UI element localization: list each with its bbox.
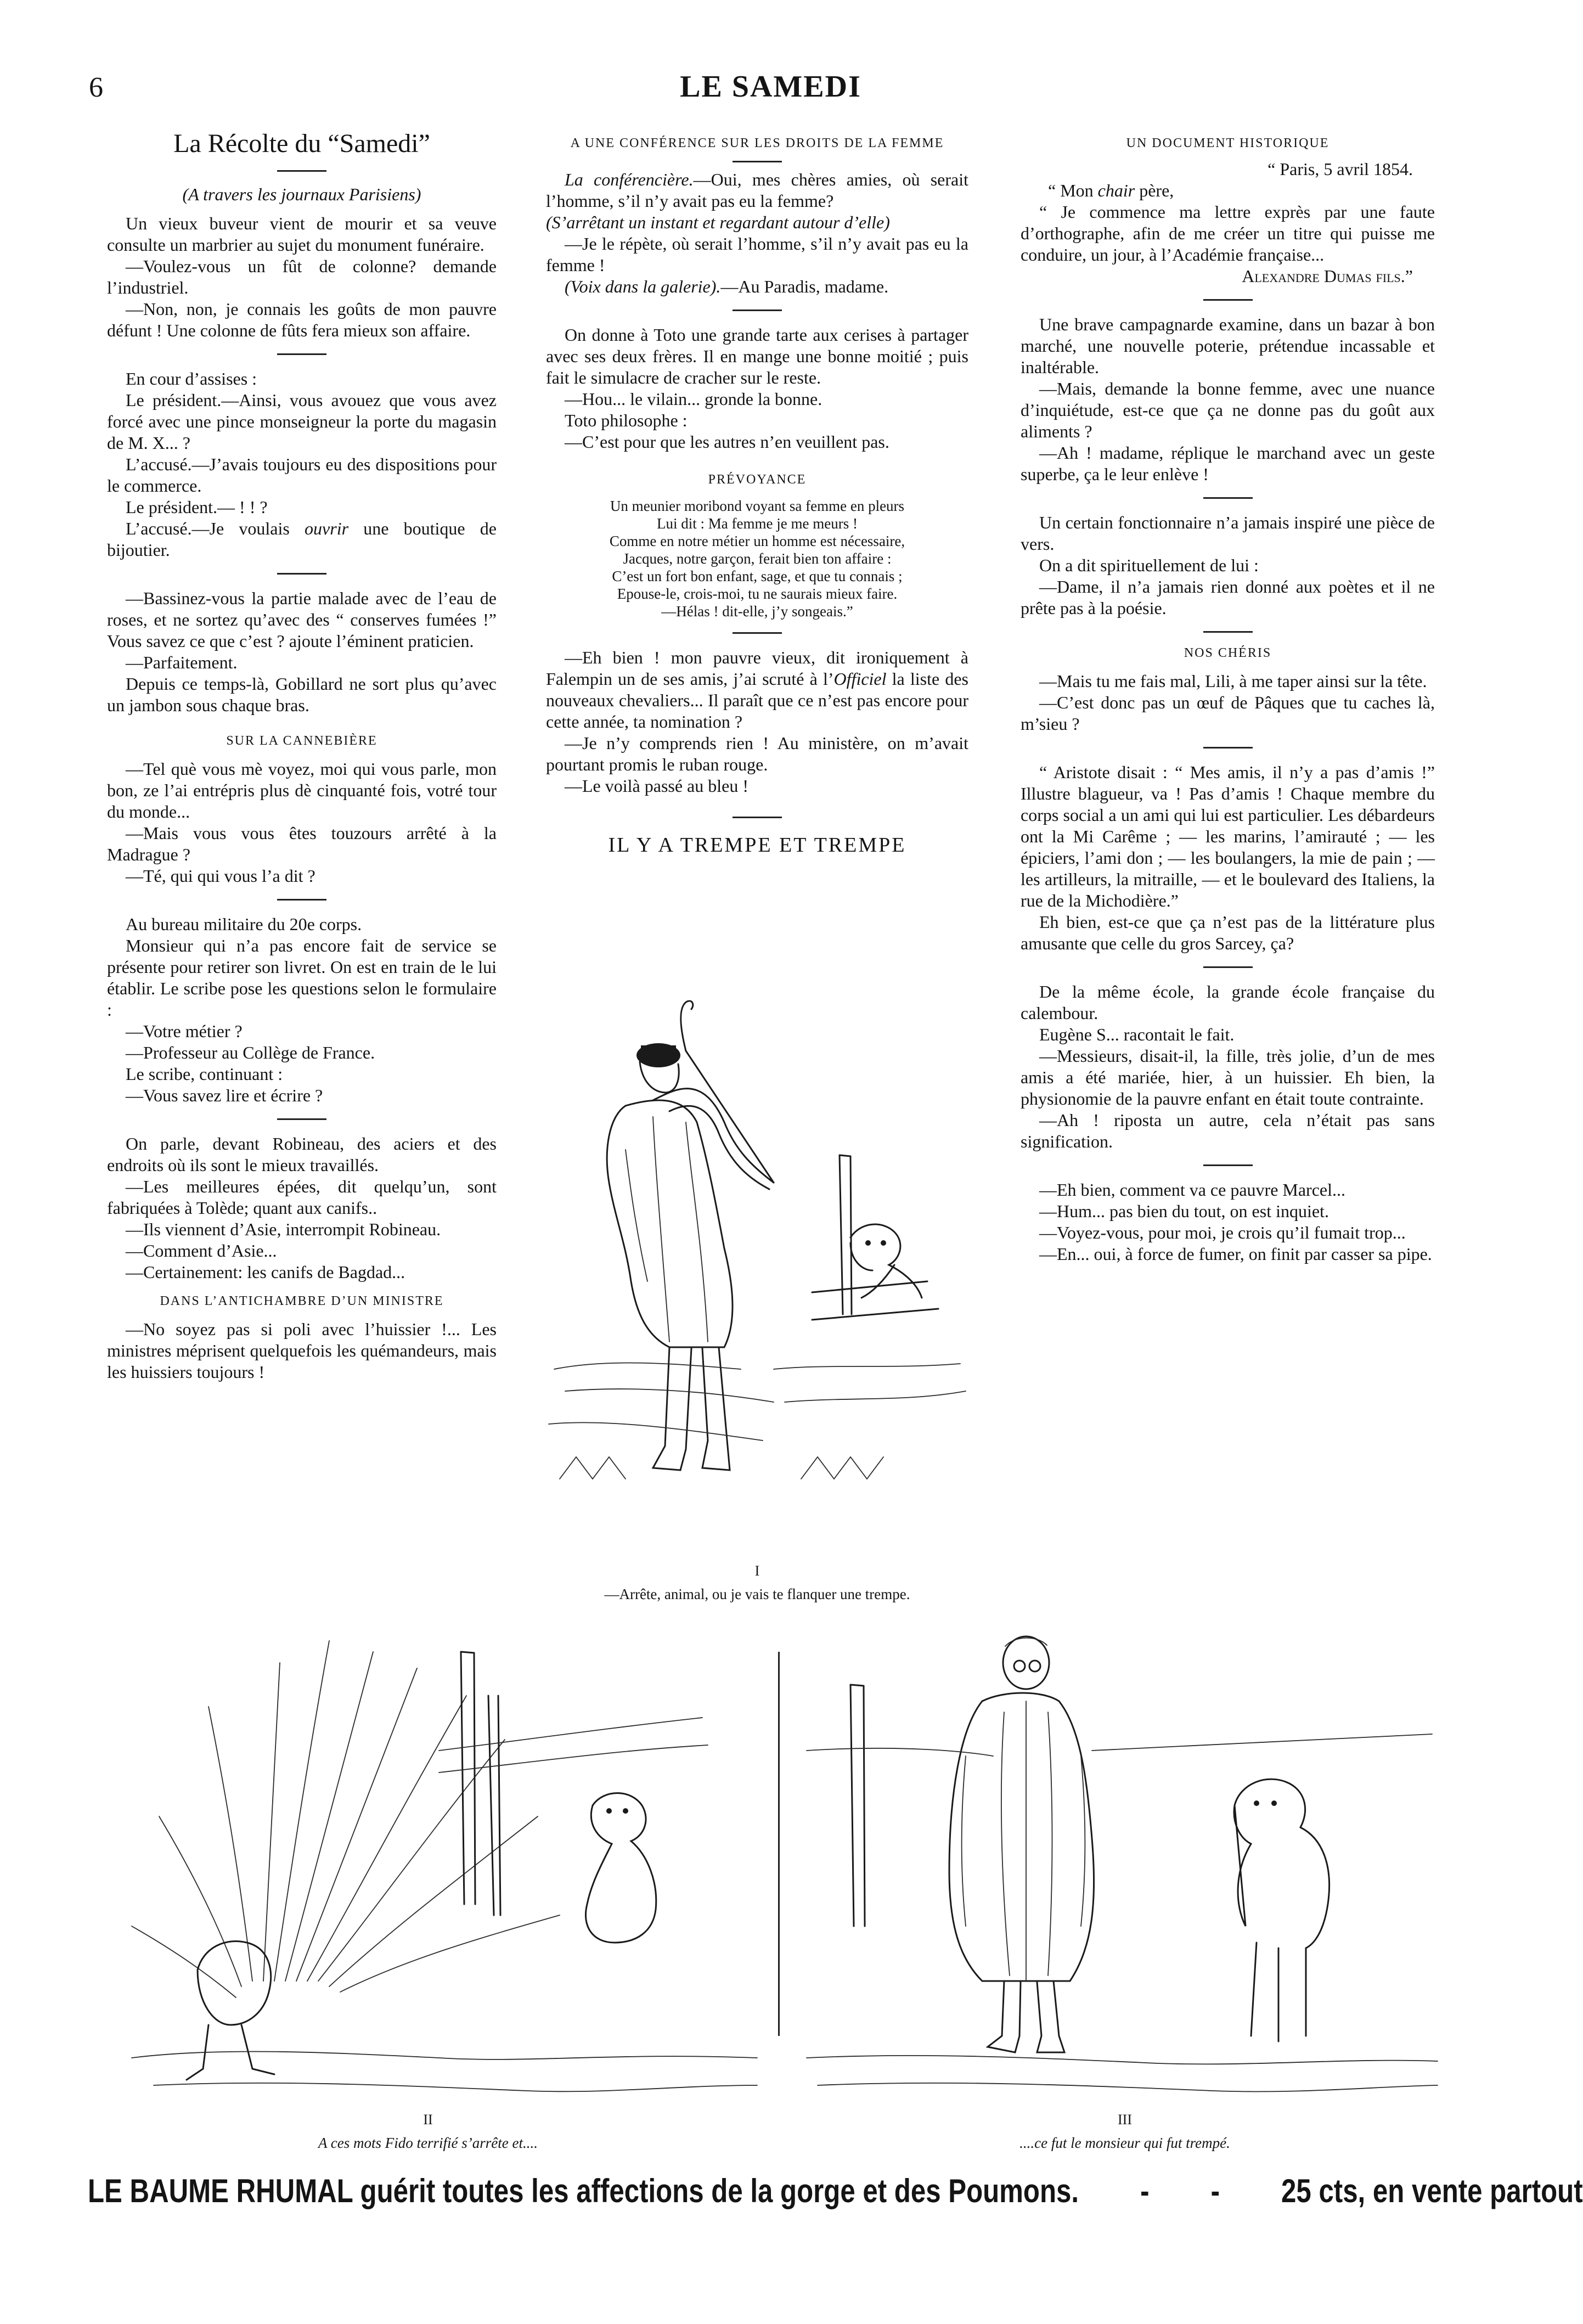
paragraph: —En... oui, à force de fumer, on finit par casser sa pipe.	[1039, 1244, 1432, 1264]
divider	[733, 161, 782, 162]
paragraph: Eugène S... racontait le fait.	[1039, 1025, 1235, 1044]
text-run: “ Mon	[1048, 181, 1098, 200]
paragraph: On donne à Toto une grande tarte aux cerises à partager avec ses deux frères. Il en mange une bonne moitié ; puis fait le simulacre de cracher sur le reste.	[546, 325, 968, 387]
section-subtitle: (A travers les journaux Parisiens)	[182, 184, 421, 204]
paragraph: On a dit spirituellement de lui :	[1039, 555, 1259, 575]
text-run-italic: ouvrir	[305, 519, 349, 538]
paragraph: Toto philosophe :	[565, 410, 688, 430]
paragraph: —Le voilà passé au bleu !	[565, 776, 748, 796]
illustration-splash	[110, 1619, 779, 2107]
illustration-headline: IL Y A TREMPE ET TREMPE	[608, 834, 906, 857]
paragraph: —Les meilleures épées, dit quelqu’un, sont fabriquées à Tolède; quant aux canifs..	[107, 1177, 497, 1218]
paragraph: —Ils viennent d’Asie, interrompit Robineau.	[126, 1219, 441, 1239]
paragraph: —Mais tu me fais mal, Lili, à me taper ainsi sur la tête.	[1039, 671, 1427, 691]
paragraph: —Eh bien, comment va ce pauvre Marcel...	[1039, 1180, 1345, 1200]
figure-number: I	[754, 1563, 760, 1579]
paragraph: —Tel què vous mè voyez, moi qui vous parle, mon bon, ze l’ai entrépris plus dè cinquanté fois, votré tour du monde...	[107, 759, 497, 821]
paragraph: Le président.— ! ! ?	[126, 497, 268, 517]
paragraph: —Té, qui qui vous l’a dit ?	[126, 866, 316, 886]
paragraph: Une brave campagnarde examine, dans un bazar à bon marché, une nouvelle poterie, prétendue incassable et inaltérable.	[1021, 314, 1435, 377]
page-number: 6	[89, 72, 103, 103]
poem-line: Jacques, notre garçon, ferait bien ton affaire :	[623, 550, 892, 567]
paragraph	[546, 169, 968, 212]
poem-line: C’est un fort bon enfant, sage, et que tu connais ;	[612, 568, 903, 584]
poem-line: Lui dit : Ma femme je me meurs !	[657, 515, 858, 532]
poem-line: Epouse-le, crois-moi, tu ne saurais mieux faire.	[617, 586, 898, 602]
paragraph: —Comment d’Asie...	[126, 1241, 277, 1261]
divider	[1203, 631, 1253, 633]
paragraph: —Parfaitement.	[126, 652, 238, 672]
paragraph: —Vous savez lire et écrire ?	[126, 1085, 323, 1105]
paragraph: Un vieux buveur vient de mourir et sa veuve consulte un marbrier au sujet du monument funéraire.	[107, 213, 497, 255]
subheading: UN DOCUMENT HISTORIQUE	[1126, 136, 1330, 150]
paragraph	[546, 276, 968, 297]
poem-line: Un meunier moribond voyant sa femme en pleurs	[610, 498, 905, 514]
divider	[277, 170, 326, 172]
divider	[1203, 966, 1253, 968]
paragraph: —Hum... pas bien du tout, on est inquiet.	[1039, 1201, 1329, 1221]
paragraph: L’accusé.—J’avais toujours eu des dispositions pour le commerce.	[107, 454, 497, 496]
paragraph: Depuis ce temps-là, Gobillard ne sort plus qu’avec un jambon sous chaque bras.	[107, 674, 497, 715]
text-run: père,	[1135, 181, 1174, 200]
text-run: —Eh bien ! mon pauvre vieux, dit ironiquement à Falempin un de ses amis, j’ai scruté à l’	[546, 648, 968, 689]
divider	[277, 353, 326, 355]
text-run: —Oui, mes chères amies, où serait l’homme, s’il n’y avait pas eu la femme?	[546, 170, 969, 211]
paragraph	[546, 647, 968, 733]
figure-number: II	[423, 2112, 433, 2128]
paragraph: —Je le répète, où serait l’homme, s’il n’y avait pas eu la femme !	[546, 234, 968, 275]
paragraph: —Je n’y comprends rien ! Au ministère, on m’avait pourtant promis le ruban rouge.	[546, 733, 968, 774]
paragraph: —C’est donc pas un œuf de Pâques que tu caches là, m’sieu ?	[1021, 693, 1435, 734]
paragraph: —Certainement: les canifs de Bagdad...	[126, 1262, 405, 1282]
paragraph: —Votre métier ?	[126, 1021, 243, 1041]
paragraph	[107, 518, 497, 561]
letter-signature: Alexandre Dumas fils.”	[1242, 266, 1413, 286]
letter-salutation	[1021, 180, 1435, 201]
paragraph: Le scribe, continuant :	[126, 1064, 283, 1084]
divider	[277, 1118, 326, 1120]
paragraph: De la même école, la grande école française du calembour.	[1021, 982, 1435, 1023]
figure-number: III	[1118, 2112, 1132, 2128]
text-run-italic: (Voix dans la galerie).	[565, 277, 721, 296]
poem-line: Comme en notre métier un homme est nécessaire,	[609, 533, 905, 549]
paragraph: Monsieur qui n’a pas encore fait de service se présente pour retirer son livret. On est en train de le lui établir. Le scribe pose les questions selon le formulaire :	[107, 936, 497, 1020]
subheading: NOS CHÉRIS	[1184, 646, 1272, 660]
ad-dash: -	[1140, 2173, 1150, 2209]
paragraph: (S’arrêtant un instant et regardant autour d’elle)	[546, 212, 890, 232]
figure-caption: ....ce fut le monsieur qui fut trempé.	[1019, 2135, 1230, 2151]
divider	[733, 632, 782, 634]
column-3	[1021, 127, 1435, 1265]
text-run: une boutique de bijoutier.	[107, 519, 497, 560]
divider	[733, 310, 782, 311]
text-run-italic: Officiel	[833, 669, 887, 689]
paragraph: Au bureau militaire du 20e corps.	[126, 914, 362, 934]
paragraph: —Hou... le vilain... gronde la bonne.	[565, 389, 823, 409]
masthead: LE SAMEDI	[680, 70, 861, 104]
paragraph: —Ah ! riposta un autre, cela n’était pas sans signification.	[1021, 1110, 1435, 1151]
subheading: SUR LA CANNEBIÈRE	[226, 734, 378, 748]
poem-line: —Hélas ! dit-elle, j’y songeais.”	[661, 603, 853, 620]
paragraph: —Dame, il n’a jamais rien donné aux poètes et il ne prête pas à la poésie.	[1021, 577, 1435, 618]
paragraph: —Mais vous vous êtes touzours arrêté à la Madrague ?	[107, 823, 497, 864]
figure-divider	[778, 1652, 780, 2036]
paragraph: Le président.—Ainsi, vous avouez que vous avez forcé avec une pince monseigneur la porte du magasin de M. X... ?	[107, 390, 497, 453]
paragraph: —Messieurs, disait-il, la fille, très jolie, d’un de mes amis a été mariée, hier, à un huissier. Eh bien, la physionomie de la pauvre enfant en était toute contrainte.	[1021, 1046, 1435, 1108]
paragraph: —Professeur au Collège de France.	[126, 1043, 375, 1062]
paragraph: Un certain fonctionnaire n’a jamais inspiré une pièce de vers.	[1021, 513, 1435, 554]
divider	[277, 573, 326, 575]
paragraph: —Ah ! madame, réplique le marchand avec un geste superbe, ça le leur enlève !	[1021, 443, 1435, 484]
column-2	[546, 127, 968, 856]
ad-dash: -	[1210, 2173, 1220, 2209]
subheading: A UNE CONFÉRENCE SUR LES DROITS DE LA FEMME	[570, 136, 944, 150]
illustration-man-with-cane	[543, 985, 971, 1578]
subheading: DANS L’ANTICHAMBRE D’UN MINISTRE	[160, 1294, 444, 1308]
paragraph: —No soyez pas si poli avec l’huissier !... Les ministres méprisent quelquefois les quémandeurs, mais les huissiers toujours !	[107, 1319, 497, 1382]
paragraph: On parle, devant Robineau, des aciers et des endroits où ils sont le mieux travaillés.	[107, 1134, 497, 1175]
paragraph: —Non, non, je connais les goûts de mon pauvre défunt ! Une colonne de fûts fera mieux son affaire.	[107, 299, 497, 340]
text-run: la liste des nouveaux chevaliers... Il paraît que ce n’est pas encore pour cette année, ta nomination ?	[546, 669, 969, 731]
text-run: —Au Paradis, madame.	[720, 277, 889, 296]
poem	[546, 497, 968, 620]
footer-advertisement	[88, 2172, 1583, 2221]
ad-main-text: LE BAUME RHUMAL guérit toutes les affections de la gorge et des Poumons.	[88, 2173, 1079, 2209]
letter-date: “ Paris, 5 avril 1854.	[1267, 159, 1413, 179]
ad-price-text: 25 cts, en vente partout	[1281, 2173, 1583, 2209]
divider	[1203, 1164, 1253, 1166]
illustration-wet-man	[785, 1619, 1454, 2107]
paragraph: —Voyez-vous, pour moi, je crois qu’il fumait trop...	[1039, 1223, 1406, 1242]
divider	[277, 899, 326, 901]
paragraph: “ Aristote disait : “ Mes amis, il n’y a pas d’amis !” Illustre blagueur, va ! Pas d’amis ! Chaque membre du corps social a un ami qui lui est particulier. Les débardeurs ont la Mi Carême ; — les marins, l’amirauté ; — les épiciers, l’ami don ; — les boulangers, la mie de pain ; — les artilleurs, la mitraille, — et le boulevard des Italiens, la rue de la Michodière.”	[1021, 762, 1435, 910]
column-1	[107, 127, 497, 1383]
text-run: L’accusé.—Je voulais	[126, 519, 305, 538]
paragraph: —Bassinez-vous la partie malade avec de l’eau de roses, et ne sortez qu’avec des “ conserves fumées !” Vous savez ce que c’est ? ajoute l’éminent praticien.	[107, 588, 497, 651]
paragraph: Eh bien, est-ce que ça n’est pas de la littérature plus amusante que celle du gros Sarcey, ça?	[1021, 912, 1435, 953]
figure-caption: A ces mots Fido terrifié s’arrête et....	[318, 2135, 538, 2151]
divider	[1203, 299, 1253, 301]
figure-caption: —Arrête, animal, ou je vais te flanquer une trempe.	[604, 1586, 910, 1602]
divider	[733, 817, 782, 818]
paragraph: “ Je commence ma lettre exprès par une faute d’orthographe, afin de me créer un titre qui puisse me conduire, un jour, à l’Académie française...	[1021, 202, 1435, 265]
paragraph: —C’est pour que les autres n’en veuillent pas.	[565, 432, 889, 452]
paragraph: —Voulez-vous un fût de colonne? demande l’industriel.	[107, 256, 497, 297]
section-title: La Récolte du “Samedi”	[173, 129, 430, 158]
text-run-italic: La conférencière.	[565, 170, 694, 189]
divider	[1203, 497, 1253, 499]
paragraph: En cour d’assises :	[126, 369, 257, 389]
text-run-italic: chair	[1097, 181, 1135, 200]
subheading: PRÉVOYANCE	[708, 472, 807, 487]
paragraph: —Mais, demande la bonne femme, avec une nuance d’inquiétude, est-ce que ça ne donne pas du goût aux aliments ?	[1021, 379, 1435, 441]
divider	[1203, 747, 1253, 749]
